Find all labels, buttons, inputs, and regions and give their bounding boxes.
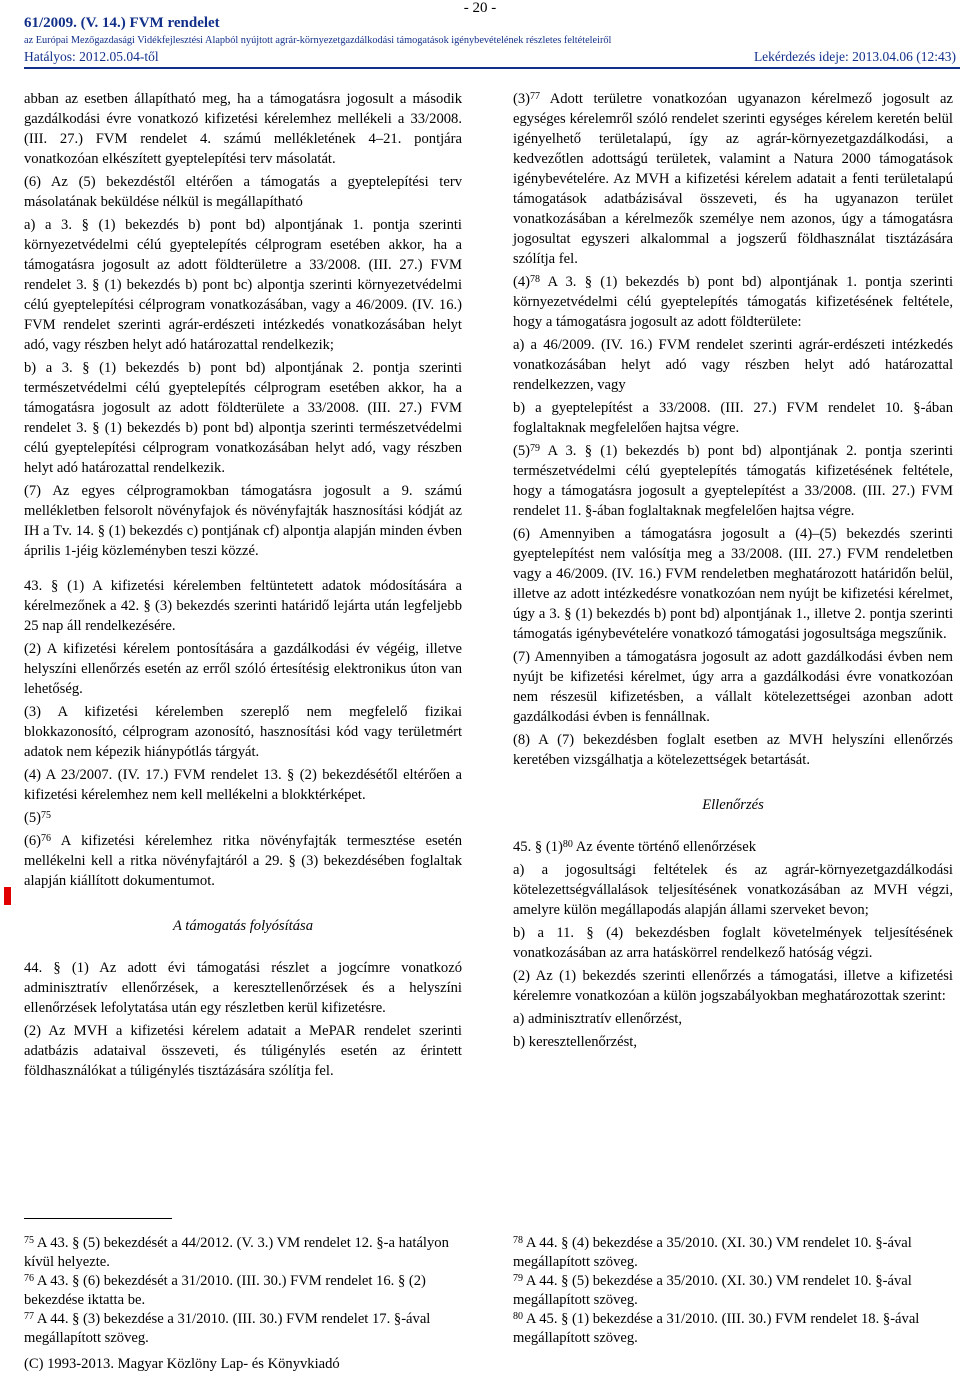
section-43-paragraph: 43. § (1) A kifizetési kérelemben feltüntetett adatok módosítására a kérelmezőnek a 42. § (3) bekezdés szerinti határidő lejárta után legfeljebb 25 nap áll rendelkezésére. xyxy=(24,578,462,634)
footnote xyxy=(513,1234,953,1272)
left-column xyxy=(24,89,462,1084)
spacer xyxy=(24,936,462,958)
footnote-text: A 45. § (1) bekezdése a 31/2010. (III. 30.) FVM rendelet 18. §-ával megállapított szöveg. xyxy=(513,1311,920,1346)
spacer xyxy=(24,894,462,916)
paragraph: a) a 46/2009. (IV. 16.) FVM rendelet szerinti agrár-erdészeti intézkedés vonatkozásában helyt adó vagy részben helyt adó határozattal rendelkezzen, vagy xyxy=(513,337,953,393)
footnote-text: A 43. § (6) bekezdését a 31/2010. (III. 30.) FVM rendelet 16. § (2) bekezdése iktatta be. xyxy=(24,1273,426,1308)
footnote-text: A 44. § (5) bekezdése a 35/2010. (XI. 30.) VM rendelet 10. §-ával megállapított szöveg. xyxy=(513,1273,912,1308)
change-marker xyxy=(4,887,11,905)
footnote-number: 77 xyxy=(24,1311,34,1322)
paragraph: b) a 11. § (4) bekezdésben foglalt követelmények teljesítésének vonatkozásában az arra hatáskörrel rendelkező hatóság végzi. xyxy=(513,925,953,961)
paragraph-text: Az évente történő ellenőrzések xyxy=(575,839,757,855)
footnotes-right xyxy=(513,1234,953,1348)
paragraph-lead: 45. § (1) xyxy=(513,839,563,855)
footnote-number: 80 xyxy=(513,1311,523,1322)
paragraph: (6) Az (5) bekezdéstől eltérően a támogatás a gyeptelepítési terv másolatának beküldése nélkül is megállapítható xyxy=(24,174,462,210)
spacer xyxy=(513,773,953,795)
footnote-number: 76 xyxy=(24,1273,34,1284)
paragraph xyxy=(513,272,953,332)
footnote-ref[interactable]: 80 xyxy=(562,839,573,850)
effective-date: Hatályos: 2012.05.04-től xyxy=(24,49,159,64)
footnote-ref[interactable]: 76 xyxy=(41,833,52,844)
paragraph: (7) Amennyiben a támogatásra jogosult az adott gazdálkodási évben nem nyújt be kifizetési kérelmet, úgy arra a gazdálkodási évre vonatkozóan nem részesül kifizetésben, a vállalt kötelezettségei azonban adott gazdálkodási évben is fennállnak. xyxy=(513,649,953,725)
paragraph: b) a 3. § (1) bekezdés b) pont bd) alpontjának 2. pontja szerinti természetvédelmi célú gyeptelepítés célprogram esetében akkor, ha a támogatásra jogosult az adott földterülete a 33/2008. (III. 27.) FVM rendelet 3. § (1) bekezdés b) pont bd) alpontja szerinti természetvédelmi célú gyeptelepítési célprogram vonatkozásában helyt adó, vagy részben helyt adó határozattal rendelkezik. xyxy=(24,360,462,476)
paragraph xyxy=(513,89,953,269)
paragraph xyxy=(24,831,462,891)
paragraph: (2) A kifizetési kérelem pontosítására a gazdálkodási év végéig, illetve helyszíni ellenőrzés esetén az erről szóló értesítésig elektronikus úton van lehetőség. xyxy=(24,641,462,697)
paragraph: abban az esetben állapítható meg, ha a támogatásra jogosult a második gazdálkodási évre vonatkozó kifizetési kérelemhez mellékeli a 33/2008. (III. 27.) FVM rendelet 4. számú mellékletének 4–21. pontjára vonatkozóan elkészített gyeptelepítési terv másolatát. xyxy=(24,91,462,167)
paragraph-lead: (5) xyxy=(24,810,42,826)
header-divider xyxy=(24,67,960,69)
paragraph: (8) A (7) bekezdésben foglalt esetben az MVH helyszíni ellenőrzés keretében vizsgálhatja a kötelezettségek betartását. xyxy=(513,732,953,768)
spacer xyxy=(24,564,462,576)
footnote xyxy=(24,1234,462,1272)
spacer xyxy=(513,815,953,837)
paragraph-lead: (3) xyxy=(513,91,531,107)
paragraph: a) a 3. § (1) bekezdés b) pont bd) alpontjának 1. pontja szerinti környezetvédelmi célú gyeptelepítés célprogram esetében akkor, ha a támogatásra jogosult az adott földterületre a 33/2008. (III. 27.) FVM rendelet 3. § (1) bekezdés b) pont bc) alpontja szerinti környezetvédelmi célú gyeptelepítési célprogram vonatkozásában, vagy a 46/2009. (IV. 16.) FVM rendelet szerinti agrár-erdészeti intézkedés vonatkozásában helyt adó, vagy részben helyt adó határozattal rendelkezik; xyxy=(24,217,462,353)
footnote-text: A 43. § (5) bekezdését a 44/2012. (V. 3.) VM rendelet 12. §-a hatályon kívül helyezte. xyxy=(24,1235,449,1270)
paragraph: b) keresztellenőrzést, xyxy=(513,1034,637,1050)
paragraph-lead: (6) xyxy=(24,833,42,849)
paragraph-text: A 3. § (1) bekezdés b) pont bd) alpontjának 1. pontja szerinti környezetvédelmi célú gyeptelepítés támogatás kifizetésének feltétele, hogy a támogatásra jogosult az adott földterülete: xyxy=(513,274,953,330)
footnote-text: A 44. § (4) bekezdése a 35/2010. (XI. 30.) VM rendelet 10. §-ával megállapított szöveg. xyxy=(513,1235,912,1270)
paragraph-text: A kifizetési kérelemhez ritka növényfajták termesztése esetén mellékelni kell a ritka növényfajtáról a 29. § (3) bekezdésében foglaltak alapján kiállított dokumentumot. xyxy=(24,833,462,889)
section-heading: A támogatás folyósítása xyxy=(172,918,313,934)
paragraph: (2) Az (1) bekezdés szerinti ellenőrzés a támogatási, illetve a kifizetési kérelemre vonatkozóan a külön jogszabályokban meghatározottak szerint: xyxy=(513,968,953,1004)
footnote xyxy=(24,1310,462,1348)
footnote-ref[interactable]: 78 xyxy=(530,274,541,285)
paragraph-text: Adott területre vonatkozóan ugyanazon kérelmező jogosult az egységes kérelemről szóló rendelet szerinti egységes kérelem keretén belül igényelhető területalapú, így az agrár-környezetgazdálkodási, a kedvezőtlen adottságú területek, valamint a Natura 2000 támogatások igénybevételére. Az MVH a kifizetési kérelem adatait a fenti területalapú támogatások adatbázisával összeveti, és ha ugyanazon terület vonatkozásában a kérelmezők személye nem azonos, úgy a támogatásra jogosultat egyszeri alkalommal a jogszerű földhasználat tisztázására szólítja fel. xyxy=(513,91,954,267)
repealed-paragraph xyxy=(24,808,462,828)
footnote-divider xyxy=(24,1218,172,1219)
paragraph: (7) Az egyes célprogramokban támogatásra jogosult a 9. számú mellékletben felsorolt növényfajok és növényfajták hasznosítási kódját az IH a Tv. 14. § (1) bekezdés c) pontjának cf) alpontja alapján minden évben április 1-jéig közleményben teszi közzé. xyxy=(24,483,462,559)
footnote xyxy=(513,1310,953,1348)
footnote xyxy=(24,1272,462,1310)
right-column xyxy=(513,89,953,1055)
paragraph: (4) A 23/2007. (IV. 17.) FVM rendelet 13. § (2) bekezdésétől eltérően a kifizetési kérelemhez nem kell mellékelni a blokktérképet. xyxy=(24,767,462,803)
copyright-footer: (C) 1993-2013. Magyar Közlöny Lap- és Könyvkiadó xyxy=(24,1356,340,1372)
query-time: Lekérdezés ideje: 2013.04.06 (12:43) xyxy=(753,49,956,64)
document-subtitle: az Európai Mezőgazdasági Vidékfejlesztési Alapból nyújtott agrár-környezetgazdálkodási támogatások igénybevételének részletes feltételeiről xyxy=(24,35,612,46)
paragraph-lead: (4) xyxy=(513,274,531,290)
paragraph: (2) Az MVH a kifizetési kérelem adatait a MePAR rendelet szerinti adatbázis adataival összeveti, és túligénylés esetén az érintett földhasználókat a túligénylés tisztázására szólítja fel. xyxy=(24,1023,462,1079)
paragraph: a) a jogosultsági feltételek és az agrár-környezetgazdálkodási kötelezettségvállalások teljesítésének vonatkozásában az MVH végzi, amelyre külön megállapodás alapján állami szerveket bevon; xyxy=(513,862,953,918)
footnote-number: 75 xyxy=(24,1235,34,1246)
document-title: 61/2009. (V. 14.) FVM rendelet xyxy=(24,15,220,31)
footnote xyxy=(513,1272,953,1310)
section-45-paragraph xyxy=(513,837,953,857)
paragraph: (3) A kifizetési kérelemben szereplő nem megfelelő fizikai blokkazonosító, célprogram azonosító, hasznosítási kód vagy területmért adatok nem képezik hiánypótlás tárgyát. xyxy=(24,704,462,760)
footnote-ref[interactable]: 77 xyxy=(530,91,541,102)
section-44-paragraph: 44. § (1) Az adott évi támogatási részlet a jogcímre vonatkozó adminisztratív ellenőrzések, a keresztellenőrzések és a helyszíni ellenőrzések lefolytatása után egy részletben kerül kifizetésre. xyxy=(24,960,462,1016)
paragraph-lead: (5) xyxy=(513,443,531,459)
footnote-ref[interactable]: 75 xyxy=(41,810,52,821)
footnote-ref[interactable]: 79 xyxy=(530,443,541,454)
paragraph xyxy=(513,441,953,521)
paragraph-text: A 3. § (1) bekezdés b) pont bd) alpontjának 2. pontja szerinti természetvédelmi célú gyeptelepítés támogatás kifizetésének feltétele, hogy a támogatásra jogosult a gyeptelepítést a 33/2008. (III. 27.) FVM rendelet 11. §-ában foglaltaknak megfelelően hajtsa végre. xyxy=(513,443,953,519)
page-number: - 20 - xyxy=(463,0,497,16)
paragraph: b) a gyeptelepítést a 33/2008. (III. 27.) FVM rendelet 10. §-ában foglaltaknak megfelelően hajtsa végre. xyxy=(513,400,953,436)
footnote-text: A 44. § (3) bekezdése a 31/2010. (III. 30.) FVM rendelet 17. §-ával megállapított szöveg. xyxy=(24,1311,431,1346)
section-heading: Ellenőrzés xyxy=(702,797,764,813)
footnote-number: 79 xyxy=(513,1273,523,1284)
paragraph: (6) Amennyiben a támogatásra jogosult a (4)–(5) bekezdés szerinti gyeptelepítést nem valósítja meg a 33/2008. (III. 27.) FVM rendeletben vagy a 46/2009. (IV. 16.) FVM rendeletben meghatározott határidőn belül, illetve az adott intézkedésre vonatkozóan nem nyújt be kifizetési kérelmet, úgy a 3. § (1) bekezdés b) pont bd) alpontjának 1., illetve 2. pontja szerinti támogatás igénybevételére vonatkozó támogatási jogosultsága megszűnik. xyxy=(513,526,953,642)
footnote-number: 78 xyxy=(513,1235,523,1246)
paragraph: a) adminisztratív ellenőrzést, xyxy=(513,1011,682,1027)
footnotes-left xyxy=(24,1234,462,1348)
